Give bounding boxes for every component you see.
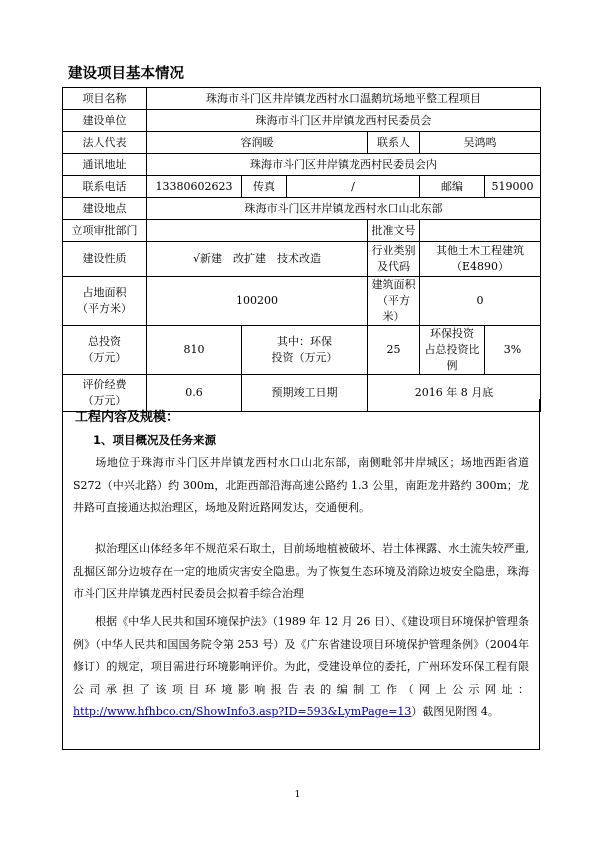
industry-label-line2: 及代码 xyxy=(377,260,410,273)
disclosure-url-link[interactable]: http://www.hfhbco.cn/ShowInfo3.asp?ID=593&LymPage=13 xyxy=(73,705,412,718)
address-label: 通讯地址 xyxy=(63,154,147,176)
paragraph-site-location-text: 场地位于珠海市斗门区井岸镇龙西村水口山北东部，南侧毗邻井岸城区；场地西距省道S272（中兴北路）约 300m，北距西部沿海高速公路约 1.3 公里，南距龙井路约 300m；龙井路可直接通达拟治理区，场地及附近路网发达，交通便利。 xyxy=(73,456,529,514)
project-info-table xyxy=(62,87,541,412)
builder-value: 珠海市斗门区井岸镇龙西村民委员会 xyxy=(147,110,541,132)
approval-dept-label: 立项审批部门 xyxy=(63,220,147,242)
paragraph-site-location xyxy=(73,452,529,520)
invest-label-line1: 总投资 xyxy=(88,335,121,348)
phone-label: 联系电话 xyxy=(63,176,147,198)
location-label: 建设地点 xyxy=(63,198,147,220)
area-label-line1: 占地面积 xyxy=(82,286,127,299)
industry-value-line2: （E4890） xyxy=(451,260,510,273)
env-invest-label-line2: 投资（万元） xyxy=(271,351,338,364)
postcode-value: 519000 xyxy=(485,176,541,198)
fax-label: 传真 xyxy=(242,176,287,198)
area-value: 100200 xyxy=(147,277,368,326)
build-area-label-line1: 建筑面积 xyxy=(371,278,416,291)
invest-value: 810 xyxy=(147,326,242,375)
paragraph-legal-basis-text: 根据《中华人民共和国环境保护法》（1989 年 12 月 26 日）、《建设项目环境保护管理条例》（中华人民共和国国务院令第 253 号）及《广东省建设项目环境保护管理条例》（2004年修订）的规定，项目需进行环境影响评价。为此，受建设单位的委托，广州环发环保工程有限公司承担了该项目环境影响报告表的编制工作（网上公示网址： xyxy=(73,615,529,696)
industry-label-line1: 行业类别 xyxy=(371,244,416,257)
industry-value-line1: 其他土木工程建筑 xyxy=(436,244,525,257)
industry-label xyxy=(368,242,420,277)
env-invest-label-line1: 其中：环保 xyxy=(277,335,332,348)
build-area-label xyxy=(368,277,420,326)
invest-label-line2: （万元） xyxy=(82,351,127,364)
page-number: 1 xyxy=(294,790,301,800)
location-value: 珠海市斗门区井岸镇龙西村水口山北东部 xyxy=(147,198,541,220)
eval-cost-label-line2: （万元） xyxy=(82,394,127,407)
project-content-section xyxy=(62,399,540,750)
build-area-value: 0 xyxy=(420,277,541,326)
env-invest-value: 25 xyxy=(368,326,420,375)
approval-no-label: 批准文号 xyxy=(368,220,420,242)
env-ratio-label-line2: 占总投资比例 xyxy=(424,343,480,372)
env-invest-label xyxy=(242,326,368,375)
contact-label: 联系人 xyxy=(368,132,420,154)
eval-cost-label-line1: 评价经费 xyxy=(82,378,127,391)
builder-label: 建设单位 xyxy=(63,110,147,132)
approval-no-value xyxy=(420,220,541,242)
page-title: 建设项目基本情况 xyxy=(68,66,184,82)
area-label xyxy=(63,277,147,326)
area-label-line2: （平方米） xyxy=(77,302,132,315)
env-ratio-value: 3% xyxy=(485,326,541,375)
eval-cost-value: 0.6 xyxy=(147,375,242,412)
address-value: 珠海市斗门区井岸镇龙西村民委员会内 xyxy=(147,154,541,176)
postcode-label: 邮编 xyxy=(420,176,485,198)
paragraph-legal-basis xyxy=(73,611,529,724)
nature-label: 建设性质 xyxy=(63,242,147,277)
section-title: 工程内容及规模： xyxy=(75,410,180,425)
legal-rep-value: 容润暖 xyxy=(147,132,368,154)
project-name-label: 项目名称 xyxy=(63,88,147,110)
fax-value: / xyxy=(287,176,420,198)
subsection-title: 1、项目概况及任务来源 xyxy=(93,433,217,447)
invest-label xyxy=(63,326,147,375)
complete-date-value: 2016 年 8 月底 xyxy=(368,375,541,412)
nature-value: √新建 改扩建 技术改造 xyxy=(147,242,368,277)
project-name-value: 珠海市斗门区井岸镇龙西村水口温鹅坑场地平整工程项目 xyxy=(147,88,541,110)
env-ratio-label-line1: 环保投资 xyxy=(430,327,474,340)
build-area-label-line2: （平方米） xyxy=(377,294,410,323)
approval-dept-value xyxy=(147,220,368,242)
contact-value: 吴鸿鸣 xyxy=(420,132,541,154)
paragraph-treatment-area-text: 拟治理区山体经多年不规范采石取土，目前场地植被破坏、岩土体裸露、水土流失较严重,乱掘区部分边坡存在一定的地质灾害安全隐患。为了恢复生态环境及消除边坡安全隐患，珠海市斗门区井岸镇龙西村民委员会拟着手综合治理 xyxy=(73,542,529,600)
complete-date-label: 预期竣工日期 xyxy=(242,375,368,412)
phone-value: 13380602623 xyxy=(147,176,242,198)
paragraph-treatment-area xyxy=(73,538,529,606)
industry-value xyxy=(420,242,541,277)
env-ratio-label xyxy=(420,326,485,375)
paragraph-legal-basis-tail: ）截图见附图 4。 xyxy=(411,705,499,718)
legal-rep-label: 法人代表 xyxy=(63,132,147,154)
